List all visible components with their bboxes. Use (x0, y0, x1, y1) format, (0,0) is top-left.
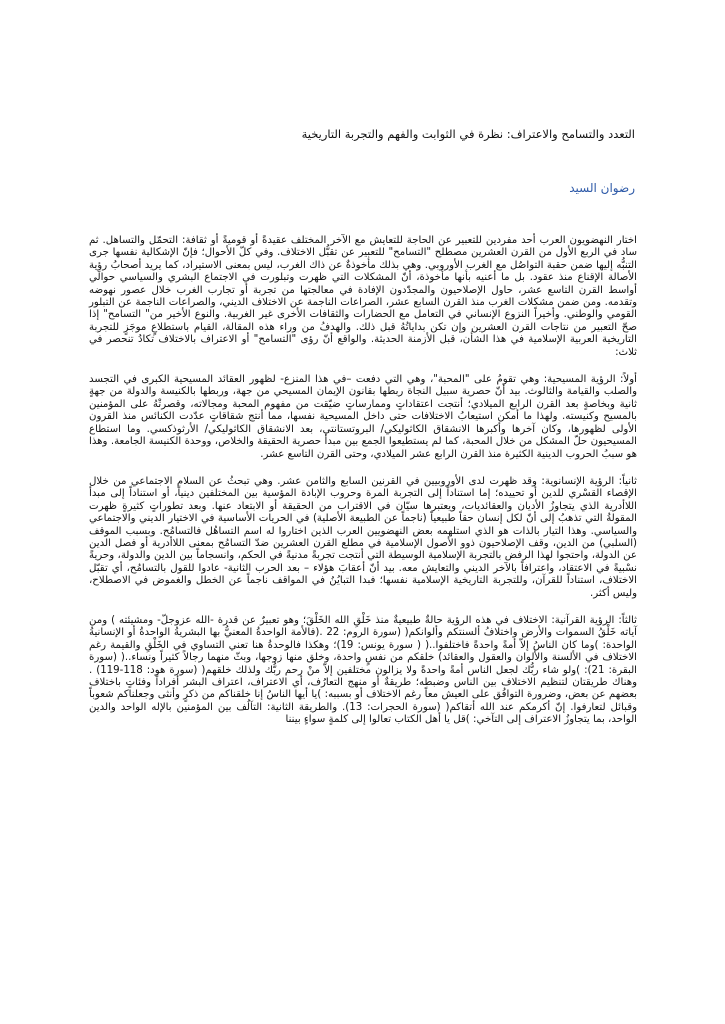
author-name: رضوان السيد (569, 181, 635, 195)
paragraph-christian-view: أولاً: الرؤية المسيحية: وهي تقومُ على "المحبة"، وهي التي دفعت –في هذا المنزع- لظهور العقائد المسيحية الكبرى في التجسد والصلب والقيامة والثالوث. بيد أنّ حصرية سبيل النجاة ربطها بقانون الإيمان المسيحي من جهة، وربطها بالكنيسة والدولة من جهةٍ ثانية وبخاصةٍ بعد القرن الرابع الميلادي؛ أنتجت اعتقاداتٍ وممارساتٍ ضيّقت من مفهوم المحبة ومجالاته، وقصرتْهُ على المؤمنين بالمسيح وكنيسته. ولهذا ما أمكن استيعابُ الاختلافات حتى داخل المسيحية نفسها، مما أنتج شقاقاتٍ عدّدت الكنائس منذ القرون الأولى لظهورها، وكان آخرها وأكبرها الانشقاق الكاثوليكي/ البروتستانتي، بعد الانشقاق الكاثوليكي/ الأرثوذكسي. وما استطاع المسيحيون حلّ المشكل من خلال المحبة، كما لم يستطيعوا الجمع بين مبدأ حصرية الحقيقة والخلاص، ووحدة الكنيسة الجامعة. وهذا هو سببُ الحروب الدينية الكثيرة منذ القرن الرابع عشر الميلادي، وحتى القرن التاسع عشر. (89, 374, 637, 460)
paragraph-humanist-view: ثانياً: الرؤية الإنسانوية: وقد ظهرت لدى الأوروبيين في القرنين السابع والثامن عشر. وهي تبحثُ عن السلام الاجتماعي من خلال الإقصاء القسْري للدين أو تحييده؛ إما استناداً إلى التجربة المرة وحروب الإبادة المؤسية بين المختلفين دينياً، أو استناداً إلى مبدأ اللاأدرية الذي يتجاوزُ الأديان والعقائديات، ويعتبرها سيّان في الاقتراب من الحقيقة أو الابتعاد عنها. وبعد تطوراتٍ كثيرةٍ ظهرت المقولةُ التي تذهبُ إلى أنّ لكل إنسان حقاً طبيعياً (ناجماً عن الطبيعة الأصلية) في الحريات الأساسية في الاختيار الديني والاجتماعي والسياسي. وهذا التيار بالذات هو الذي استلهمه بعض النهضويين العرب الذين اختاروا له اسم التساهُل فالتسامُح. وبسبب الموقف (السلبي) من الدين، وقف الإصلاحيون ذوو الأصول الإسلامية في مطلع القرن العشرين ضدّ التسامُح بمعنى اللاأدرية أو فصل الدين عن الدولة، واحتجوا لهذا الرفض بالتجربة الإسلامية الوسيطة التي أنتجت تجربةً مدنيةً في الحكم، وانسجاماً بين الدين والدولة، وحريةً نسْبيةً في الاعتقاد، واعترافاً بالآخر الديني والتعايش معه. بيد أنّ أعقابَ هؤلاء – بعد الحرب الثانية- عادوا للقول بالتسامُح، أي تقبّل الاختلاف، استناداً للقرآن، وللتجربة التاريخية الإسلامية نفسها؛ فبدا التبايُنُ في المواقف ناجماً عن الخطل والغموض في الاصطلاح، وليس أكثر. (89, 475, 637, 599)
paragraph-introduction: اختار النهضويون العرب أحد مفردين للتعبير عن الحاجة للتعايش مع الآخر المختلف عقيدةً أو قوميةً أو ثقافة: التحمّل والتساهل. ثم ساد في الربع الأول من القرن العشرين مصطلح "التسامح" للتعبير عن تقبُّل الاختلاف. وفي كلّ الأحوال؛ فإنّ الإشكالية نفسها جرى التنبُّه إليها ضمن حقبة التواصُل مع الغرب الأوروبي. وهي بذلك مأخوذةٌ عن ذاك الغرب، ليس بمعنى الاستيراد، كما يريد أصحابُ رؤية الأصالة الإقناع منذ عقود. بل ما أعنيه بأنها مأخوذة، أنّ المشكلات التي ظهرت وتبلورت في الاجتماع البشري والسياسي حوالَي أواسط القرن التاسع عشر، حاول الإصلاحيون والمجدّدون الإفادة في معالجتها من تجربة أو تجارب الغرب خلال عصور نهوضه وتقدمه. ومن ضمن مشكلات الغرب منذ القرن السابع عشر، الصراعات الناجمة عن الاختلاف الديني، والصراعات الناجمة عن التبلور القومي والوطني. وأخيراً النزوع الإنساني في التعامل مع الحضارات والثقافات الأخرى غير الغربية. والنوع الأخير من" التسامح" إذا صحّ التعبير من نتاجات القرن العشرين وإن تكن بداياتُهُ قبل ذلك. والهدفُ من وراء هذه المقالة، القيام باستطلاعٍ موجَزٍ للتجربة التاريخية العربية الإسلامية في هذا الشأن، قبل الأزمنة الحديثة. والواقع أنّ رؤى "التسامح" أو الاعتراف بالاختلاف تكادُ تنحصر في ثلاث: (89, 235, 637, 358)
document-body (89, 235, 637, 742)
document-title: التعدد والتسامح والاعتراف: نظرة في الثوابت والفهم والتجربة التاريخية (301, 127, 635, 141)
paragraph-quranic-view: ثالثاً: الرؤية القرآنية: الاختلاف في هذه الرؤية حالةٌ طبيعيةٌ منذ خَلْقِ الله الخَلْقَ؛ وهو تعبيرٌ عن قدرة -الله عزوجلّ- ومشيئته ) ومن آياته خَلْقُ السموات والأرض واختلافُ ألسنتكم وألوانكم( (سورة الروم: 22 .(فالأمة الواحدةُ المعنيُّ بها البشريةُ الواحدةُ أو الإنسانيةُ الواحدة: )وما كان الناسُ إلاّ أمةً واحدةً فاختلفوا..( ( سورة يونس: 19)؛ وهكذا فالوحدةُ هنا تعني التساوي في الخَلْقِ والقيمة رغم الاختلاف في الألسنة والألوان والعقول والعقائد) خلقكم من نفسٍ واحدة، وخلق منها زوجها، وبثّ منهما رجالاً كثيراً ونساء..( (سورة البقرة: 21): )ولو شاء ربُّك لجعل الناس أمةً واحدةً ولا يزالون مختلفين إلاّ منْ رحم ربُّك ولذلك خلقهم( (سورة هود: 118-119) . وهناك طريقتان لتنظيم الاختلاف بين الناس وضبطه؛ طريقةٌ أو منهج التعارُف، أي الاعتراف، اعتراف البشر أفراداً وفئاتٍ باختلاف بعضهم عن بعض، وضرورة التوافُق على العيش معاً رغم الاختلاف أو بسببه: )يا أيها الناسُ إنا خلقناكم من ذكرٍ وأنثى وجعلناكم شعوباً وقبائل لتعارفوا. إنّ أكرمكم عند الله أتقاكم( (سورة الحجرات: 13). والطريقة الثانية: التآلُف بين المؤمنين بالإله الواحد والدين الواحد، بما يتجاوزُ الاعتراف إلى التآخي: )قل يا أهل الكتاب تعالوا إلى كلمةٍ سواءٍ بيننا (89, 614, 638, 726)
